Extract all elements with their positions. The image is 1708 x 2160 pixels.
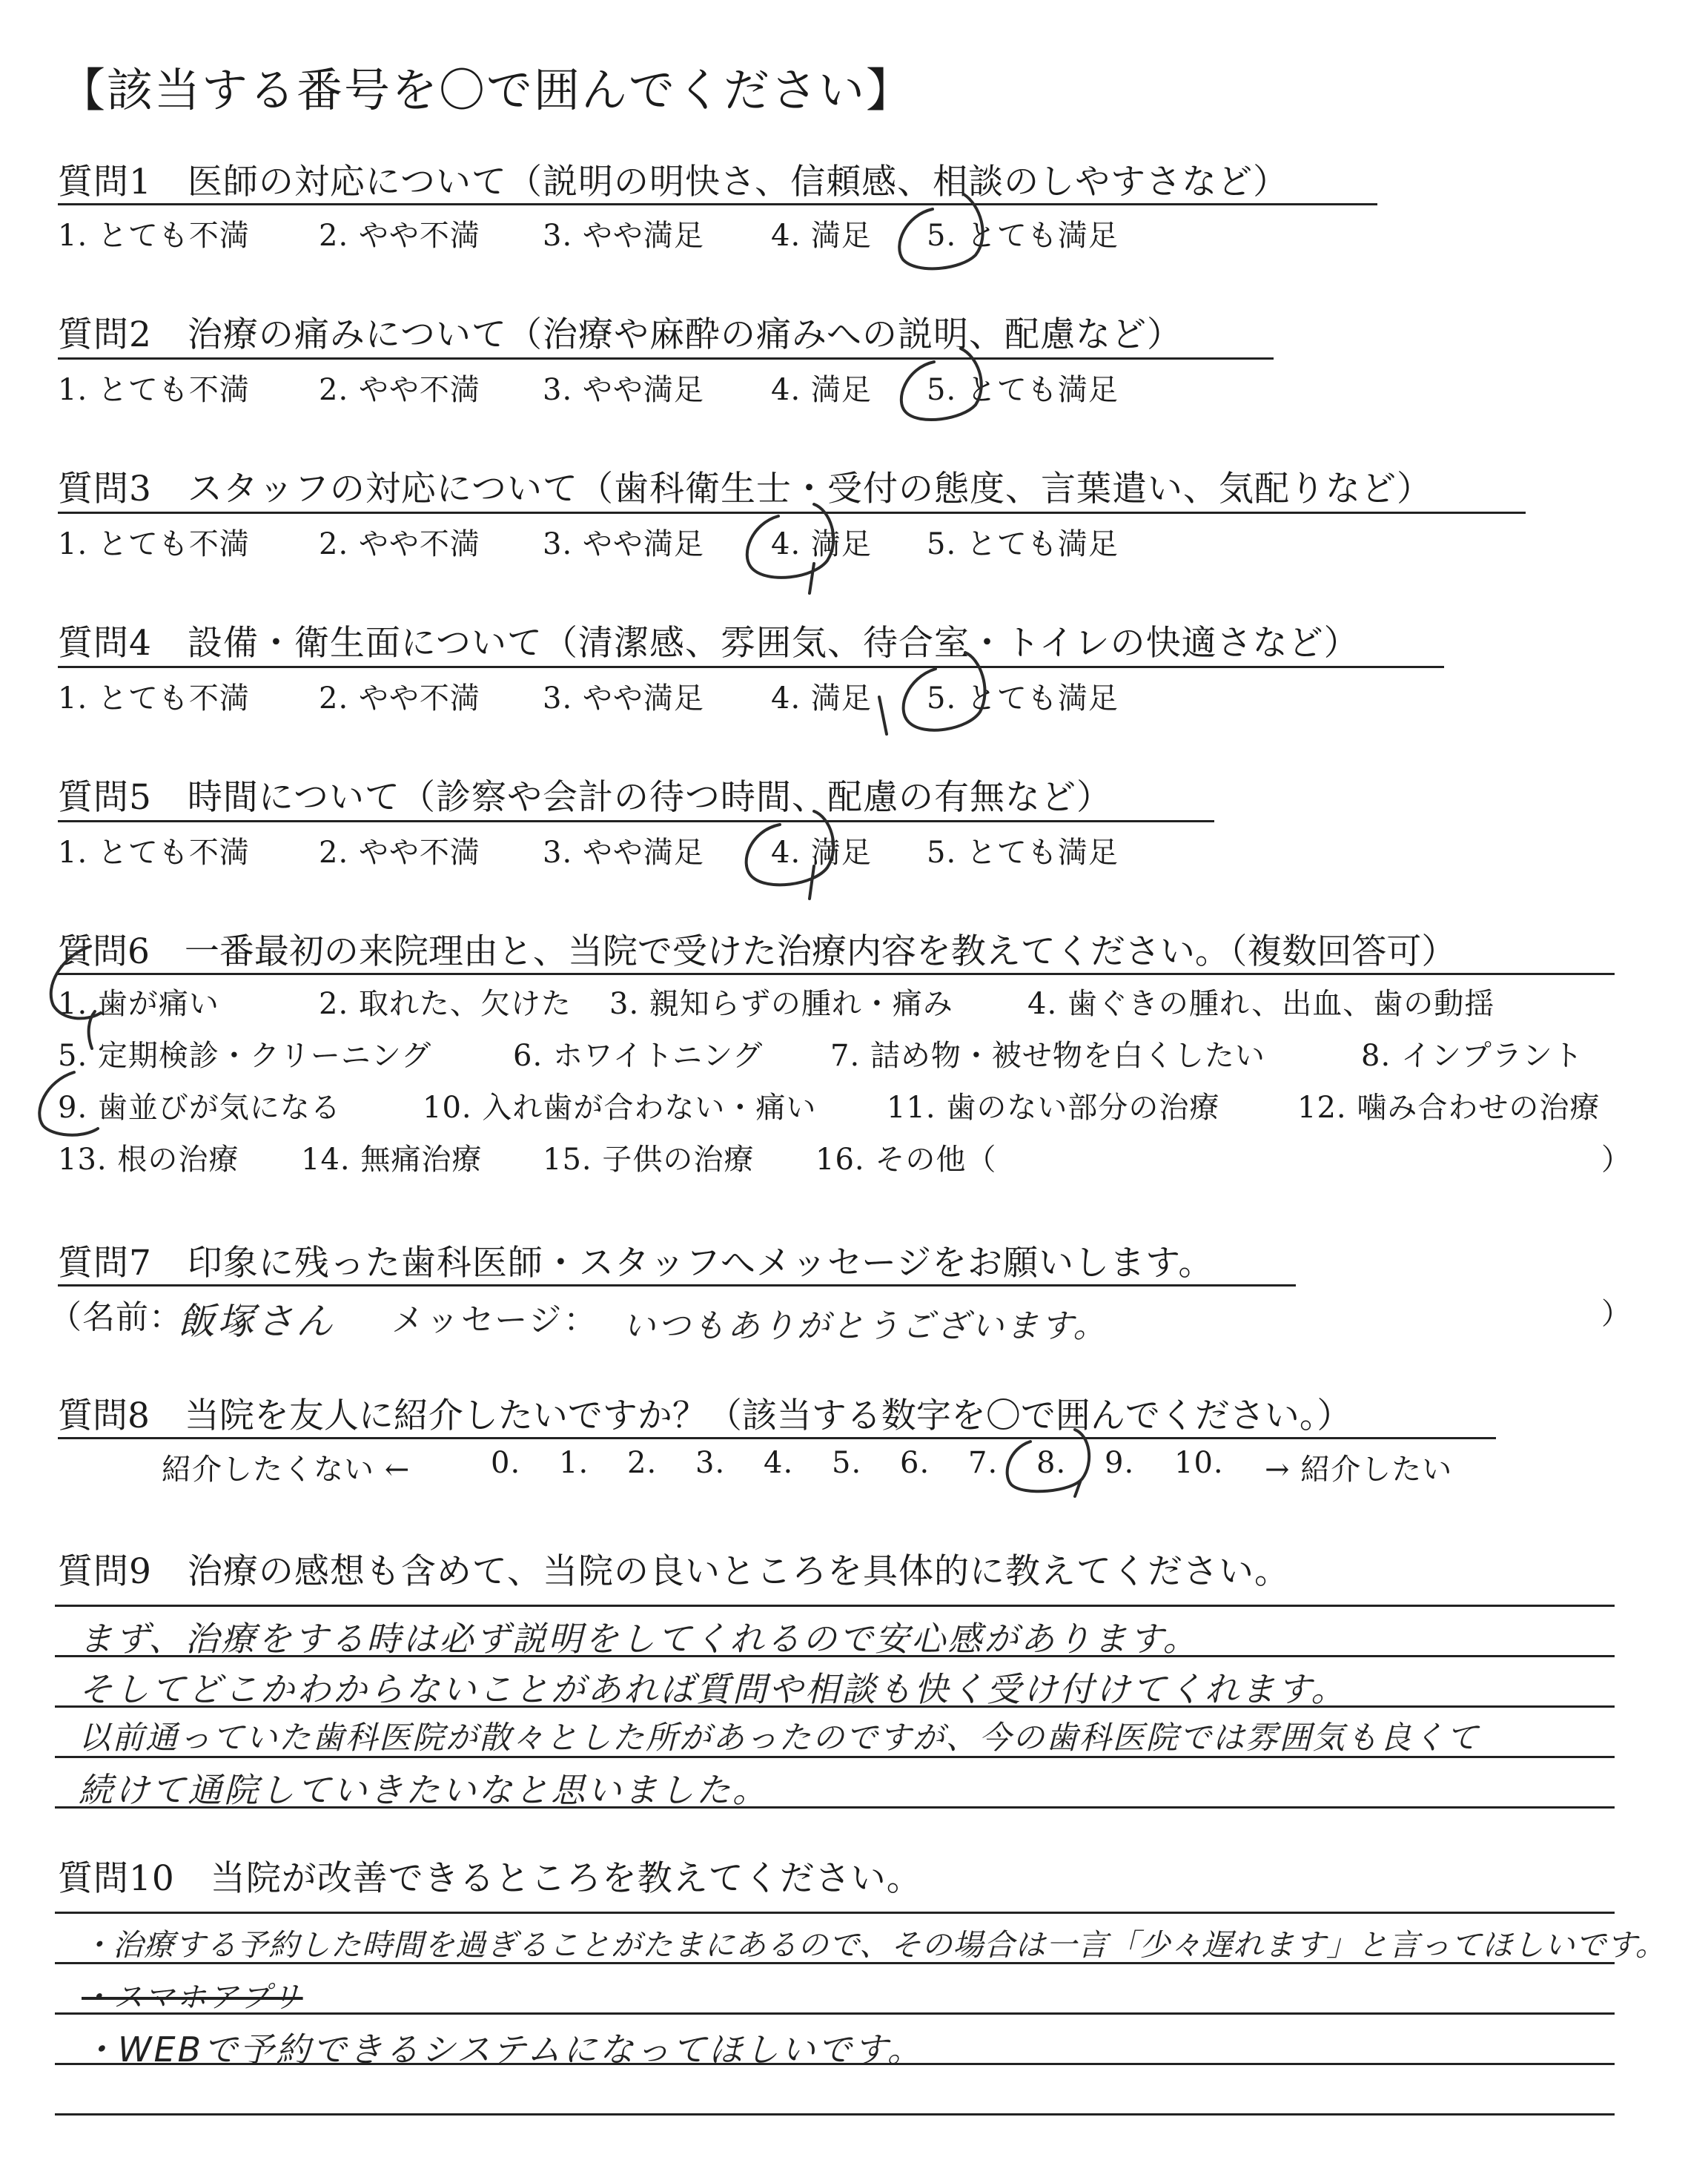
q9-answer-line: 以前通っていた歯科医院が散々とした所があったのですが、今の歯科医院では雰囲気も良くて — [79, 1720, 1480, 1757]
q1-option-3[interactable]: 3. やや満足 — [543, 219, 704, 253]
q6-other-close-paren: ） — [1601, 1143, 1632, 1177]
q2-option-1[interactable]: 1. とても不満 — [58, 373, 250, 407]
q10-title: 質問10 当院が改善できるところを教えてください。 — [58, 1858, 922, 1899]
q2-option-5[interactable]: 5. とても満足 — [927, 373, 1119, 407]
q5-title: 質問5 時間について（診察や会計の待つ時間、配慮の有無など） — [58, 777, 1112, 818]
q6-option-9[interactable]: 9. 歯並びが気になる — [58, 1091, 341, 1125]
q6-underline — [58, 973, 1615, 975]
q6-option-2[interactable]: 2. 取れた、欠けた — [319, 987, 572, 1021]
q6-option-6[interactable]: 6. ホワイトニング — [513, 1039, 764, 1073]
q8-option-9[interactable]: 9. — [1105, 1446, 1135, 1480]
q5-option-5[interactable]: 5. とても満足 — [927, 836, 1119, 870]
q6-option-10[interactable]: 10. 入れ歯が合わない・痛い — [423, 1091, 817, 1125]
q1-option-4[interactable]: 4. 満足 — [771, 219, 872, 253]
q8-underline — [58, 1437, 1496, 1439]
q8-option-4[interactable]: 4. — [764, 1446, 794, 1480]
q10-answer-line: ・治療する予約した時間を過ぎることがたまにあるので、その場合は一言「少々遅れます」と言ってほしいです。 — [82, 1927, 1666, 1963]
q3-option-3[interactable]: 3. やや満足 — [543, 527, 704, 561]
q8-title: 質問8 当院を友人に紹介したいですか？（該当する数字を〇で囲んでください。） — [58, 1396, 1352, 1436]
q6-option-16[interactable]: 16. その他（ — [815, 1143, 997, 1177]
q2-option-3[interactable]: 3. やや満足 — [543, 373, 704, 407]
q9-answer-line: まず、治療をする時は必ず説明をしてくれるので安心感があります。 — [79, 1619, 1199, 1659]
q7-name-label: （名前： — [49, 1298, 182, 1336]
q9-title: 質問9 治療の感想も含めて、当院の良いところを具体的に教えてください。 — [58, 1551, 1290, 1592]
q7-underline — [58, 1284, 1296, 1287]
q8-option-6[interactable]: 6. — [900, 1446, 930, 1480]
q6-option-3[interactable]: 3. 親知らずの腫れ・痛み — [609, 987, 953, 1021]
q6-option-11[interactable]: 11. 歯のない部分の治療 — [887, 1091, 1220, 1125]
q10-answer-line-struck: ・スマホアプリ — [82, 1981, 303, 2015]
q2-option-4[interactable]: 4. 満足 — [771, 373, 872, 407]
q10-rule — [55, 1912, 1615, 1914]
q6-option-5[interactable]: 5. 定期検診・クリーニング — [58, 1039, 432, 1073]
q9-answer-line: そしてどこかわからないことがあれば質問や相談も快く受け付けてくれます。 — [79, 1669, 1348, 1709]
q8-option-5[interactable]: 5. — [832, 1446, 862, 1480]
q4-option-1[interactable]: 1. とても不満 — [58, 681, 250, 716]
q10-rule — [55, 2113, 1615, 2116]
q7-name-value[interactable]: 飯塚さん — [178, 1300, 335, 1343]
q6-option-4[interactable]: 4. 歯ぐきの腫れ、出血、歯の動揺 — [1027, 987, 1495, 1021]
heading: 【該当する番号を〇で囲んでください】 — [59, 63, 914, 117]
q7-message-value[interactable]: いつもありがとうございます。 — [623, 1307, 1108, 1345]
q6-option-1[interactable]: 1. 歯が痛い — [58, 987, 219, 1021]
q2-title: 質問2 治療の痛みについて（治療や麻酔の痛みへの説明、配慮など） — [58, 314, 1183, 355]
q6-option-12[interactable]: 12. 噛み合わせの治療 — [1297, 1091, 1601, 1125]
q4-option-3[interactable]: 3. やや満足 — [543, 681, 704, 716]
q10-answer-line: ・WEBで予約できるシステムになってほしいです。 — [82, 2029, 924, 2070]
q6-option-14[interactable]: 14. 無痛治療 — [301, 1143, 483, 1177]
q7-close-paren: ） — [1601, 1297, 1632, 1331]
q7-title: 質問7 印象に残った歯科医師・スタッフへメッセージをお願いします。 — [58, 1243, 1214, 1284]
q8-option-8[interactable]: 8. — [1036, 1446, 1067, 1480]
q6-option-15[interactable]: 15. 子供の治療 — [543, 1143, 755, 1177]
q6-title: 質問6 一番最初の来院理由と、当院で受けた治療内容を教えてください。（複数回答可） — [58, 931, 1457, 972]
q8-option-2[interactable]: 2. — [627, 1446, 658, 1480]
q4-title: 質問4 設備・衛生面について（清潔感、雰囲気、待合室・トイレの快適さなど） — [58, 623, 1360, 664]
q7-message-label: メッセージ： — [391, 1301, 599, 1339]
q6-option-8[interactable]: 8. インプラント — [1361, 1039, 1583, 1073]
q4-option-5[interactable]: 5. とても満足 — [927, 681, 1119, 716]
q8-option-10[interactable]: 10. — [1174, 1446, 1224, 1480]
q3-option-2[interactable]: 2. やや不満 — [319, 527, 480, 561]
q2-underline — [58, 357, 1274, 360]
q1-option-5[interactable]: 5. とても満足 — [927, 219, 1119, 253]
q5-option-3[interactable]: 3. やや満足 — [543, 836, 704, 870]
q3-title: 質問3 スタッフの対応について（歯科衛生士・受付の態度、言葉遣い、気配りなど） — [58, 469, 1432, 509]
q1-title: 質問1 医師の対応について（説明の明快さ、信頼感、相談のしやすさなど） — [58, 162, 1289, 202]
q1-option-2[interactable]: 2. やや不満 — [319, 219, 480, 253]
q4-option-4[interactable]: 4. 満足 — [771, 681, 872, 716]
q4-underline — [58, 666, 1444, 668]
q8-option-7[interactable]: 7. — [968, 1446, 999, 1480]
q8-option-0[interactable]: 0. — [491, 1446, 521, 1480]
q1-option-1[interactable]: 1. とても不満 — [58, 219, 250, 253]
q9-answer-line: 続けて通院していきたいなと思いました。 — [79, 1770, 769, 1810]
q3-option-5[interactable]: 5. とても満足 — [927, 527, 1119, 561]
q8-left-label: 紹介したくない ← — [162, 1453, 411, 1487]
q4-option-2[interactable]: 2. やや不満 — [319, 681, 480, 716]
q8-option-1[interactable]: 1. — [559, 1446, 589, 1480]
q5-option-1[interactable]: 1. とても不満 — [58, 836, 250, 870]
q8-option-3[interactable]: 3. — [695, 1446, 726, 1480]
q6-option-7[interactable]: 7. 詰め物・被せ物を白くしたい — [830, 1039, 1265, 1073]
q9-rule — [55, 1605, 1615, 1607]
q2-option-2[interactable]: 2. やや不満 — [319, 373, 480, 407]
q5-option-4[interactable]: 4. 満足 — [771, 836, 872, 870]
q5-option-2[interactable]: 2. やや不満 — [319, 836, 480, 870]
q1-underline — [58, 203, 1377, 205]
q3-option-1[interactable]: 1. とても不満 — [58, 527, 250, 561]
q5-underline — [58, 820, 1214, 822]
q3-underline — [58, 512, 1526, 514]
q8-right-label: → 紹介したい — [1265, 1453, 1453, 1487]
q6-option-13[interactable]: 13. 根の治療 — [58, 1143, 239, 1177]
q3-option-4[interactable]: 4. 満足 — [771, 527, 872, 561]
